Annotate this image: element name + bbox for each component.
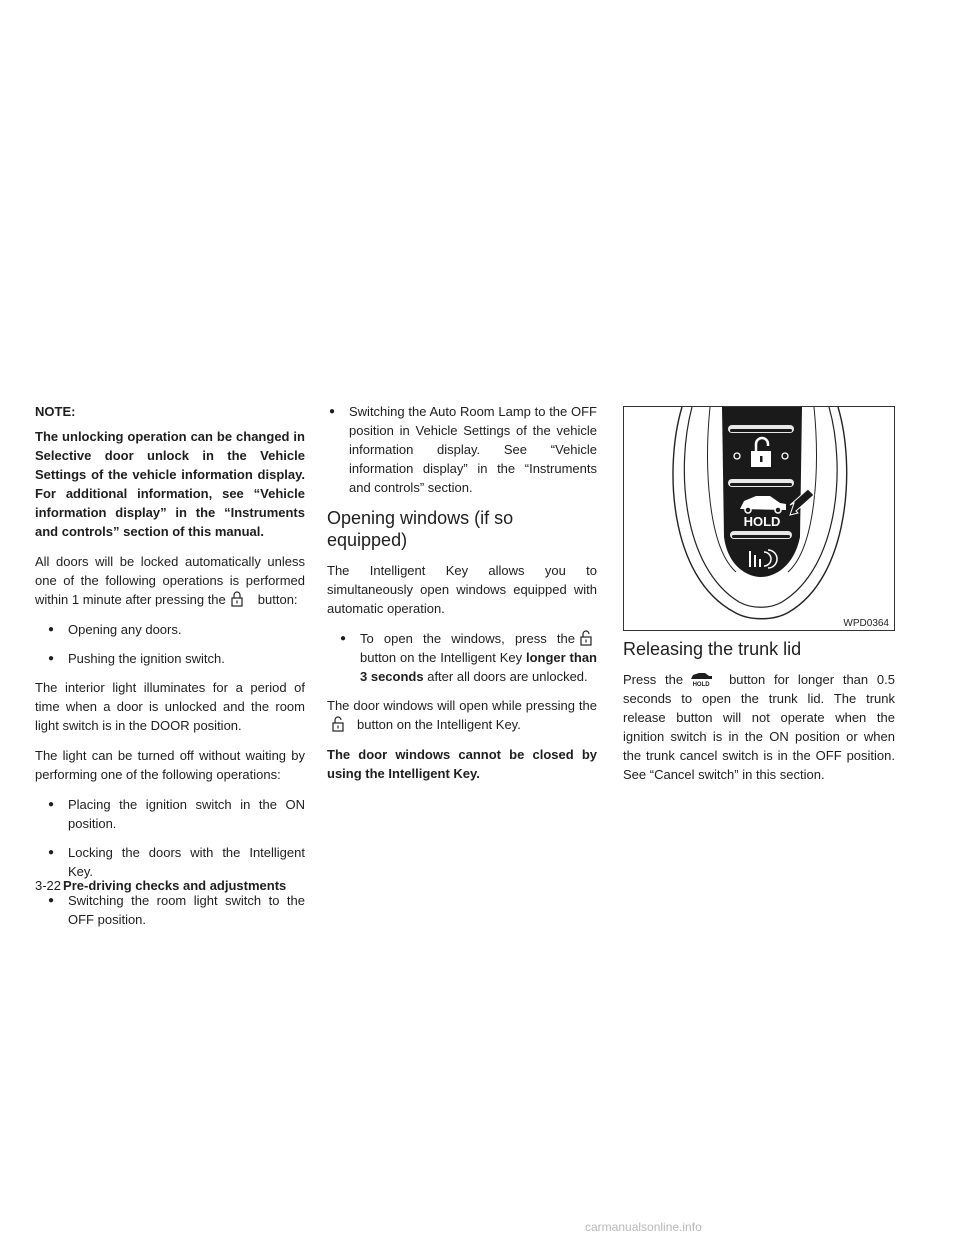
list-item: ● Locking the doors with the Intelligent Key. [46, 843, 305, 881]
intelligent-key-illustration [624, 407, 895, 631]
windows-warning: The door windows cannot be closed by using the Intelligent Key. [327, 747, 597, 781]
page-footer [35, 876, 286, 895]
list-item: ● Pushing the ignition switch. [46, 649, 305, 668]
list-item: ● Placing the ignition switch in the ON position. [46, 795, 305, 833]
unlock-button-icon [331, 716, 345, 732]
figure-code: WPD0364 [840, 618, 892, 630]
light-off-paragraph: The light can be turned off without waiting by performing one of the following operations: [35, 748, 305, 782]
trunk-hold-button-icon: HOLD [687, 671, 715, 689]
trunk-paragraph: Press the HOLD button for longer than 0.5 seconds to open the trunk lid. The trunk release button will not operate when the ignition switch is in the ON position or when the trunk cancel switch is in the OFF position. See “Cancel switch” in this section. [623, 672, 895, 782]
auto-lock-paragraph: All doors will be locked automatically unless one of the following operations is performed within 1 minute after pressing the button: [35, 554, 305, 607]
note-heading: NOTE: [35, 404, 76, 419]
lock-button-icon [230, 591, 244, 607]
page-number: 3-22 [35, 878, 62, 893]
section-heading-windows: Opening windows (if so equipped) [327, 508, 514, 550]
note-body: The unlocking operation can be changed in Selective door unlock in the Vehicle Settings of the vehicle information display. For additional information, see “Vehicle information display” in the “Instruments and controls” section of this manual. [35, 429, 305, 539]
list-item: ● Switching the Auto Room Lamp to the OFF position in Vehicle Settings of the vehicle information display. See “Vehicle information display” in the “Instruments and controls” section. [327, 402, 597, 497]
column-1 [35, 402, 305, 939]
unlock-button-icon [579, 630, 593, 646]
windows-open-paragraph: The door windows will open while pressing thebutton on the Intelligent Key. [327, 698, 597, 732]
hold-label: HOLD [743, 514, 781, 529]
list-item: ● Switching the room light switch to the OFF position. [46, 891, 305, 929]
interior-light-paragraph: The interior light illuminates for a period of time when a door is unlocked and the room light switch is in the DOOR position. [35, 680, 305, 733]
list-item: ● To open the windows, press the button on the Intelligent Key longer than 3 seconds after all doors are unlocked. [338, 629, 597, 686]
windows-intro-paragraph: The Intelligent Key allows you to simultaneously open windows equipped with automatic operation. [327, 563, 597, 616]
section-heading-trunk: Releasing the trunk lid [623, 639, 802, 659]
column-2 [327, 402, 597, 794]
watermark: carmanualsonline.info [585, 1220, 702, 1234]
section-title: Pre-driving checks and adjustments [63, 878, 287, 893]
list-item: ● Opening any doors. [46, 620, 305, 639]
intelligent-key-figure [623, 406, 895, 631]
